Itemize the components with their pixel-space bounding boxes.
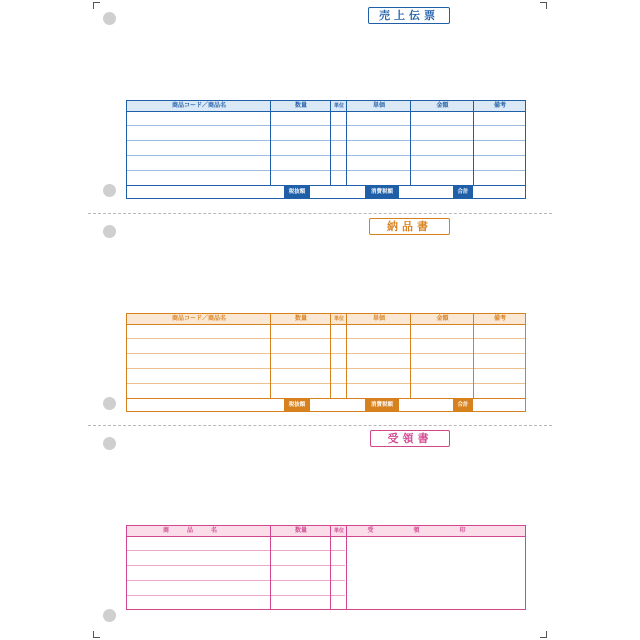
- punch-hole: [103, 184, 116, 197]
- column-divider: [270, 526, 271, 610]
- sales-header-amount: 金額: [436, 102, 449, 109]
- table-row-line: [127, 580, 345, 581]
- delivery-header-unit-price: 単価: [372, 315, 385, 322]
- sales-header-unit-price: 単価: [372, 102, 385, 109]
- sales-total-label: 合計: [453, 186, 473, 198]
- column-divider: [270, 101, 271, 185]
- column-divider: [330, 314, 331, 398]
- punch-hole: [103, 437, 116, 450]
- table-row-line: [127, 550, 345, 551]
- delivery-header-quantity: 数量: [294, 315, 307, 322]
- table-row-line: [127, 368, 525, 369]
- sales-subtotal-label: 税抜額: [284, 186, 310, 198]
- delivery-tax-label: 消費税額: [365, 399, 399, 411]
- receipt-header-quantity: 数量: [294, 527, 307, 534]
- punch-hole: [103, 397, 116, 410]
- table-row-line: [127, 324, 525, 325]
- crop-mark-top-right: [540, 2, 547, 9]
- sales-header-product: 商品コード／商品名: [171, 102, 226, 109]
- table-row-line: [127, 383, 525, 384]
- crop-mark-top-left: [93, 2, 100, 9]
- delivery-header-remarks: 備考: [493, 315, 506, 322]
- receipt-header-product: 商品名: [162, 527, 235, 534]
- sales-tax-label: 消費税額: [365, 186, 399, 198]
- table-row-line: [127, 338, 525, 339]
- delivery-note-title: 納品書: [369, 218, 450, 235]
- table-row-line: [127, 353, 525, 354]
- sales-slip-title: 売上伝票: [368, 7, 450, 24]
- perforation-line: [88, 425, 552, 426]
- column-divider: [473, 101, 474, 185]
- column-divider: [410, 101, 411, 185]
- column-divider: [330, 526, 331, 610]
- receipt-header-unit: 単位: [333, 528, 344, 534]
- sales-header-quantity: 数量: [294, 102, 307, 109]
- punch-hole: [103, 609, 116, 622]
- table-row-line: [127, 140, 525, 141]
- punch-hole: [103, 225, 116, 238]
- perforation-line: [88, 213, 552, 214]
- table-row-line: [127, 125, 525, 126]
- table-row-line: [127, 595, 345, 596]
- receipt-form: [126, 525, 526, 610]
- delivery-header-amount: 金額: [436, 315, 449, 322]
- column-divider: [270, 314, 271, 398]
- sales-header-unit: 単位: [333, 103, 344, 109]
- delivery-total-label: 合計: [453, 399, 473, 411]
- table-row-line: [127, 565, 345, 566]
- table-row-line: [127, 111, 525, 112]
- table-row-line: [127, 170, 525, 171]
- crop-mark-bottom-right: [540, 631, 547, 638]
- sales-header-remarks: 備考: [493, 102, 506, 109]
- column-divider: [346, 314, 347, 398]
- receipt-title: 受領書: [370, 430, 450, 447]
- receipt-stamp-notch: [329, 609, 526, 610]
- punch-hole: [103, 12, 116, 25]
- table-row-line: [127, 536, 525, 537]
- delivery-note-form: [126, 313, 526, 412]
- column-divider: [330, 101, 331, 185]
- table-row-line: [127, 155, 525, 156]
- column-divider: [410, 314, 411, 398]
- column-divider: [346, 101, 347, 185]
- column-divider: [473, 314, 474, 398]
- crop-mark-bottom-left: [93, 631, 100, 638]
- sales-slip-form: [126, 100, 526, 199]
- delivery-subtotal-label: 税抜額: [284, 399, 310, 411]
- receipt-header-stamp: 受領印: [367, 527, 506, 534]
- delivery-header-product: 商品コード／商品名: [171, 315, 226, 322]
- column-divider: [346, 526, 347, 610]
- delivery-header-unit: 単位: [333, 316, 344, 322]
